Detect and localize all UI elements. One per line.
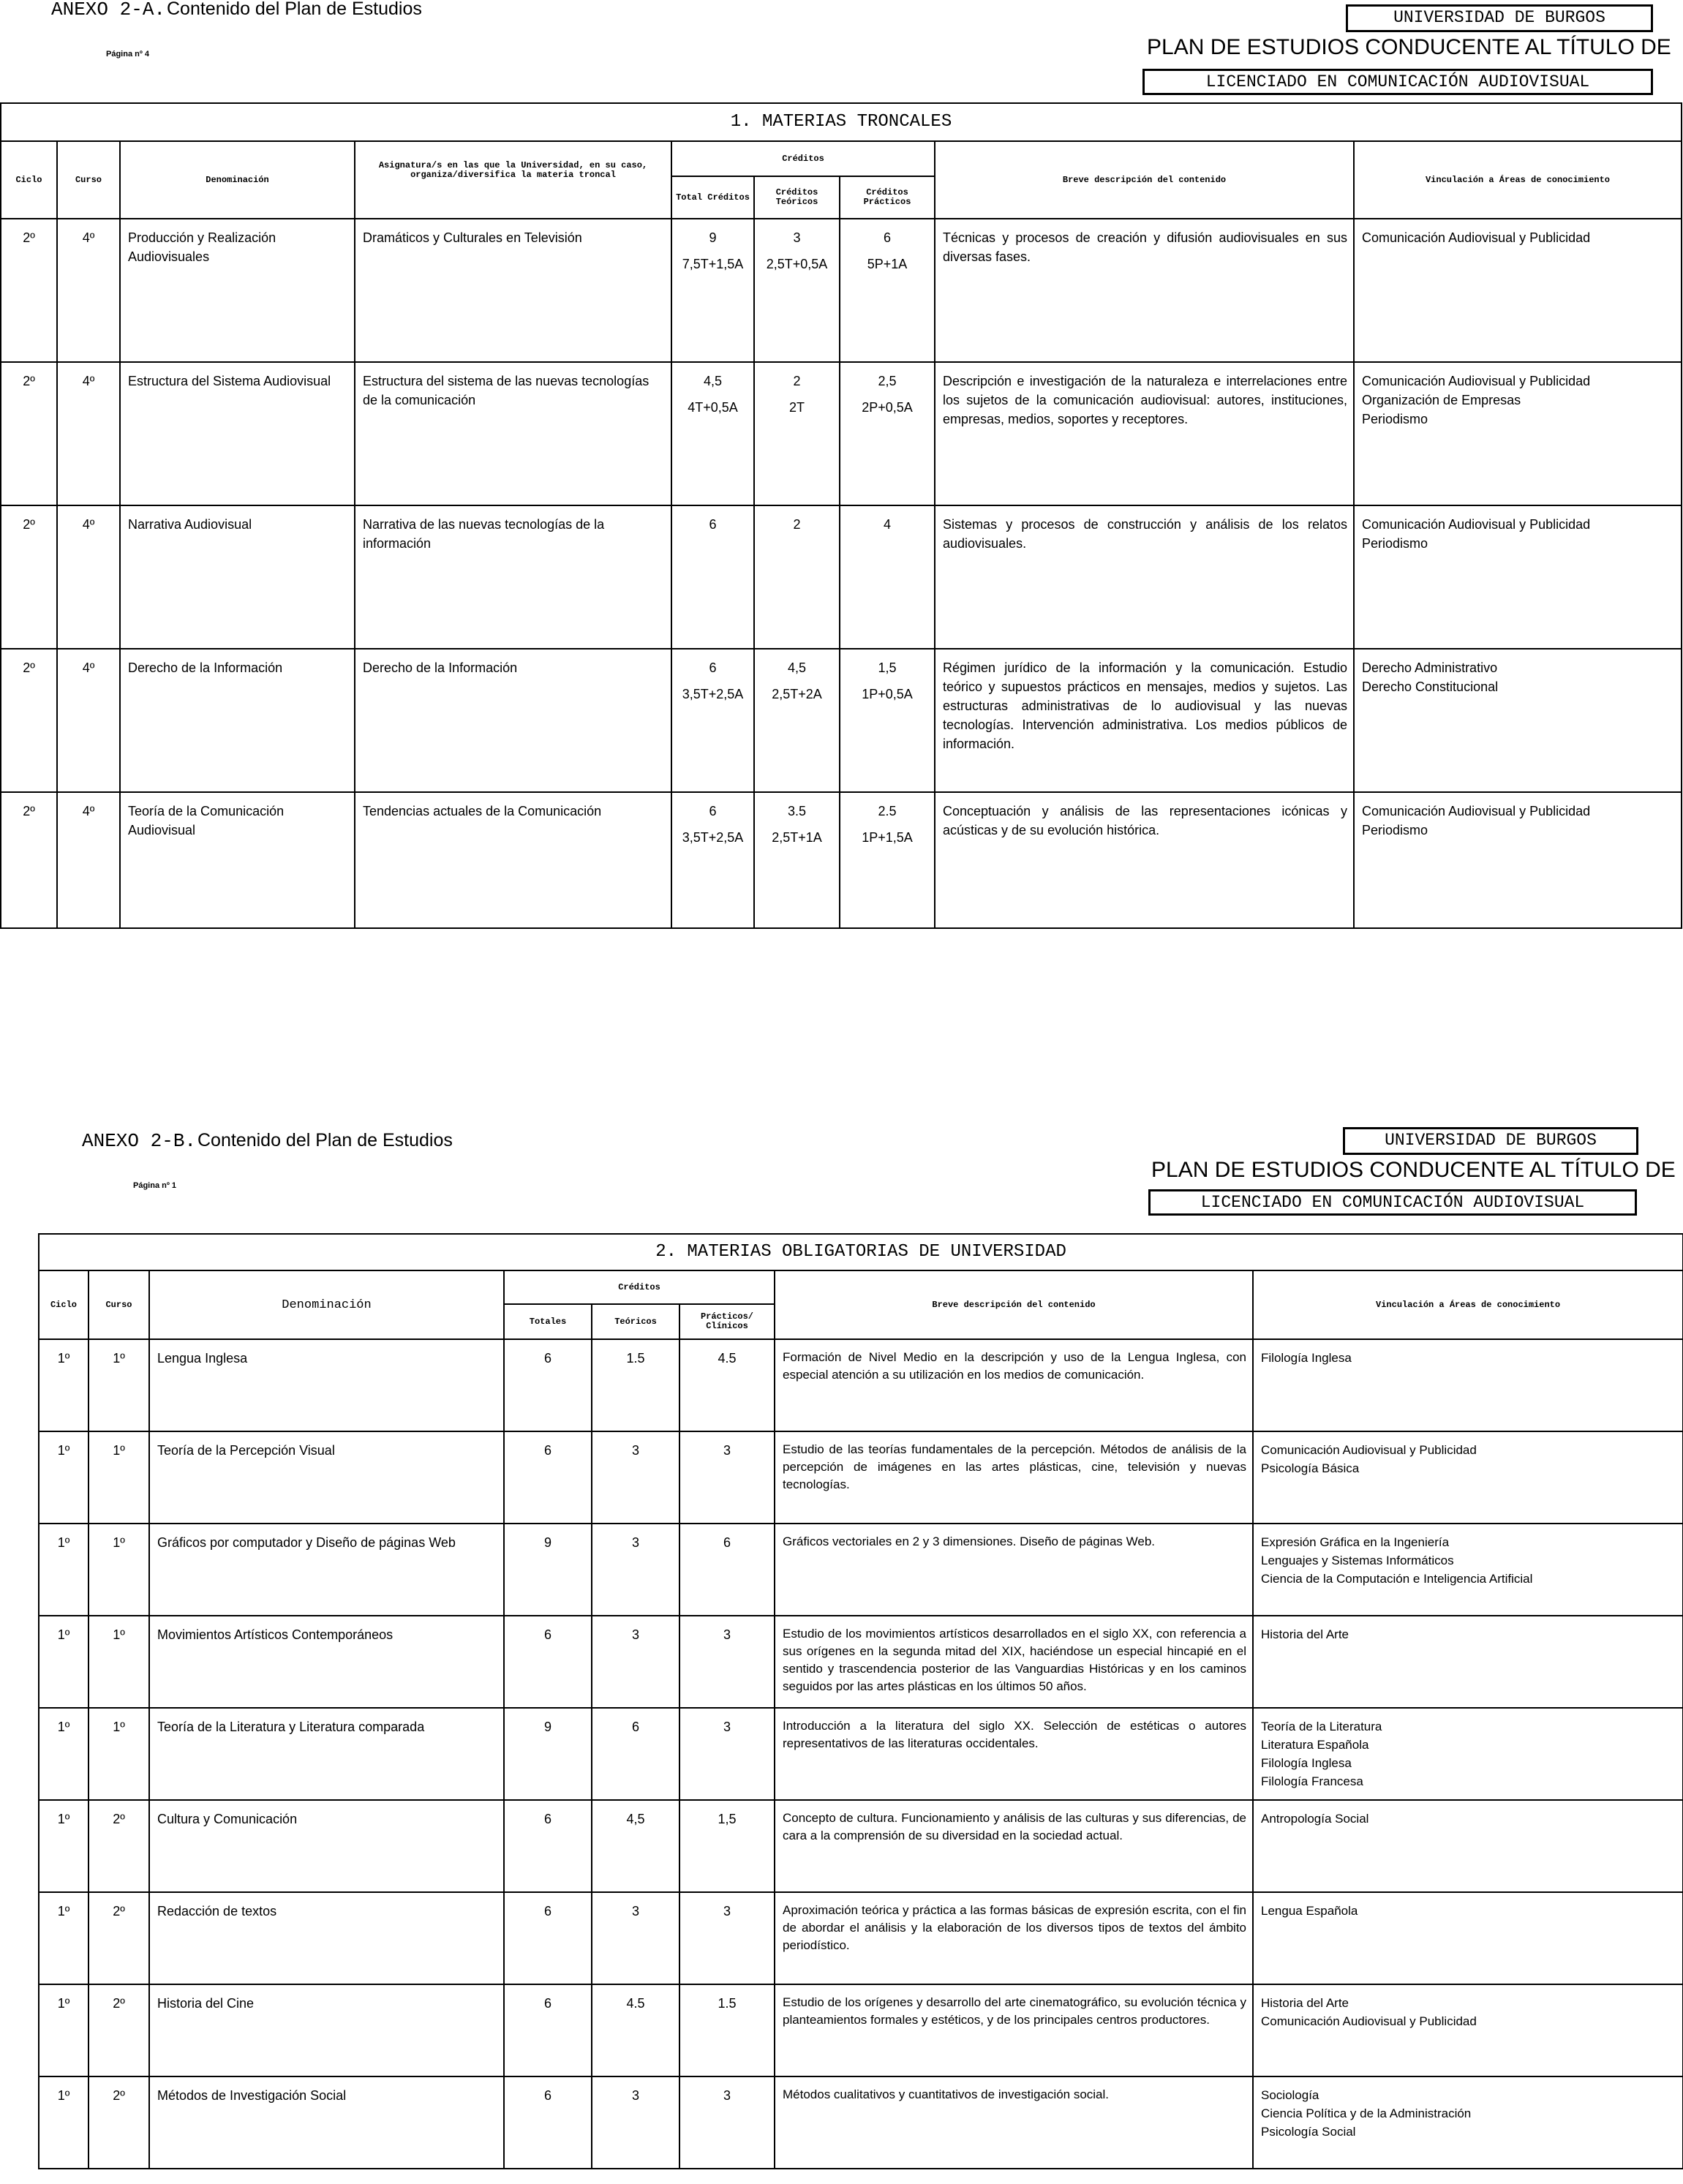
creditos-practicos-value: 2,5 [878,374,897,388]
table-row [39,1984,1683,2076]
curso-cell: 4º [57,649,120,792]
table-row [1,649,1682,792]
materias-troncales-table [0,102,1682,929]
total-creditos-value: 6 [709,517,717,532]
creditos-practicos-cell [840,792,935,928]
vinculacion-cell [1253,1708,1683,1800]
ciclo-cell: 1º [39,1339,89,1431]
curso-cell: 1º [89,1431,149,1524]
teoricos-cell: 6 [592,1708,679,1800]
ciclo-cell: 1º [39,1708,89,1800]
total-creditos-value: 4,5 [703,374,723,388]
area-item: Ciencia de la Computación e Inteligencia Artificial [1261,1572,1533,1586]
header-vinculacion: Vinculación a Áreas de conocimiento [1354,141,1682,219]
header-creditos: Créditos [671,141,935,176]
practicos-cell: 3 [679,2076,775,2169]
vinculacion-cell [1253,1800,1683,1892]
vinculacion-cell [1354,649,1682,792]
area-item: Sociología [1261,2088,1319,2102]
teoricos-cell: 4.5 [592,1984,679,2076]
descripcion-cell: Estudio de las teorías fundamentales de la percepción. Métodos de análisis de la percepción de imágenes en las artes plásticas, cine, televisión y nuevas tecnologías. [775,1431,1253,1524]
ciclo-cell: 1º [39,1892,89,1984]
asignatura-cell: Dramáticos y Culturales en Televisión [355,219,671,362]
anexo-title: Contenido del Plan de Estudios [197,1130,453,1151]
table-row [1,792,1682,928]
area-item: Derecho Administrativo [1362,660,1498,675]
table-row [39,1524,1683,1616]
teoricos-cell: 3 [592,1616,679,1708]
degree-title-box: LICENCIADO EN COMUNICACIÓN AUDIOVISUAL [1148,1189,1637,1216]
descripcion-cell: Métodos cualitativos y cuantitativos de investigación social. [775,2076,1253,2169]
header-curso: Curso [89,1270,149,1339]
creditos-teoricos-value: 4,5 [787,660,807,675]
table-row [39,1339,1683,1431]
vinculacion-cell [1253,1616,1683,1708]
creditos-teoricos-cell [754,362,840,505]
area-item: Periodismo [1362,823,1428,837]
teoricos-cell: 3 [592,1524,679,1616]
table-row [39,1616,1683,1708]
creditos-practicos-breakdown: 5P+1A [867,257,908,271]
header-total-creditos: Total Créditos [671,176,754,219]
creditos-teoricos-cell [754,505,840,649]
header-practicos-clinicos: Prácticos/ Clínicos [679,1304,775,1339]
curso-cell: 2º [89,1892,149,1984]
creditos-teoricos-breakdown: 2T [788,400,805,415]
header-descripcion: Breve descripción del contenido [935,141,1354,219]
table-row [1,505,1682,649]
curso-cell: 4º [57,219,120,362]
table-row [39,1708,1683,1800]
curso-cell: 4º [57,505,120,649]
header-curso: Curso [57,141,120,219]
curso-cell: 2º [89,1984,149,2076]
header-creditos-teoricos: Créditos Teóricos [754,176,840,219]
asignatura-cell: Narrativa de las nuevas tecnologías de la información [355,505,671,649]
teoricos-cell: 3 [592,1892,679,1984]
area-item: Comunicación Audiovisual y Publicidad [1362,230,1591,245]
denominacion-cell: Derecho de la Información [120,649,355,792]
totales-cell: 6 [504,2076,592,2169]
area-item: Organización de Empresas [1362,393,1521,407]
creditos-teoricos-cell [754,649,840,792]
totales-cell: 6 [504,1339,592,1431]
totales-cell: 6 [504,1984,592,2076]
practicos-cell: 3 [679,1616,775,1708]
header-totales: Totales [504,1304,592,1339]
vinculacion-cell [1253,2076,1683,2169]
section-title: 1. MATERIAS TRONCALES [1,103,1682,141]
descripcion-cell: Concepto de cultura. Funcionamiento y análisis de las culturas y sus diferencias, de cara a la comprensión de su diversidad en la sociedad actual. [775,1800,1253,1892]
plan-heading: PLAN DE ESTUDIOS CONDUCENTE AL TÍTULO DE [1147,35,1671,59]
vinculacion-cell [1253,1339,1683,1431]
page-number: Página nº 1 [133,1181,177,1190]
creditos-teoricos-cell [754,219,840,362]
totales-cell: 6 [504,1616,592,1708]
area-item: Lenguajes y Sistemas Informáticos [1261,1554,1454,1567]
creditos-teoricos-value: 2 [793,517,801,532]
area-item: Comunicación Audiovisual y Publicidad [1261,2014,1477,2028]
total-creditos-value: 9 [709,230,717,245]
total-creditos-cell [671,362,754,505]
page-number: Página nº 4 [106,50,150,59]
totales-cell: 6 [504,1892,592,1984]
ciclo-cell: 2º [1,219,57,362]
descripcion-cell: Régimen jurídico de la información y la comunicación. Estudio teórico y supuestos prácticos en mensajes, medios y sujetos. Las estructuras administrativas de lo audiovisual y las nuevas tecnologías. Intervención administrativa. Los medios públicos de información. [935,649,1354,792]
asignatura-cell: Tendencias actuales de la Comunicación [355,792,671,928]
area-item: Psicología Básica [1261,1461,1360,1475]
teoricos-cell: 3 [592,1431,679,1524]
area-item: Filología Francesa [1261,1774,1363,1788]
total-creditos-breakdown: 4T+0,5A [688,400,738,415]
total-creditos-value: 6 [709,804,717,818]
area-item: Historia del Arte [1261,1996,1349,2010]
denominacion-cell: Producción y Realización Audiovisuales [120,219,355,362]
header-creditos: Créditos [504,1270,775,1304]
area-item: Antropología Social [1261,1812,1369,1826]
denominacion-cell: Movimientos Artísticos Contemporáneos [149,1616,504,1708]
creditos-teoricos-value: 2 [793,374,801,388]
creditos-teoricos-value: 3 [793,230,801,245]
descripcion-cell: Sistemas y procesos de construcción y análisis de los relatos audiovisuales. [935,505,1354,649]
vinculacion-cell [1354,362,1682,505]
curso-cell: 4º [57,362,120,505]
vinculacion-cell [1253,1431,1683,1524]
header-vinculacion: Vinculación a Áreas de conocimiento [1253,1270,1683,1339]
practicos-cell: 6 [679,1524,775,1616]
practicos-cell: 1.5 [679,1984,775,2076]
total-creditos-cell [671,219,754,362]
curso-cell: 1º [89,1616,149,1708]
teoricos-cell: 1.5 [592,1339,679,1431]
vinculacion-cell [1253,1892,1683,1984]
creditos-practicos-cell [840,505,935,649]
descripcion-cell: Descripción e investigación de la naturaleza e interrelaciones entre los sujetos de la comunicación audiovisual: autores, instituciones, empresas, medios, soportes y receptores. [935,362,1354,505]
area-item: Derecho Constitucional [1362,679,1499,694]
creditos-teoricos-breakdown: 2,5T+0,5A [766,257,828,271]
descripcion-cell: Conceptuación y análisis de las representaciones icónicas y acústicas y de su evolución histórica. [935,792,1354,928]
total-creditos-breakdown: 7,5T+1,5A [682,257,744,271]
header-asignatura: Asignatura/s en las que la Universidad, en su caso, organiza/diversifica la materia troncal [355,141,671,219]
table-row [39,1892,1683,1984]
curso-cell: 1º [89,1708,149,1800]
table-row [1,219,1682,362]
vinculacion-cell [1354,505,1682,649]
creditos-practicos-value: 2.5 [878,804,897,818]
header-denominacion: Denominación [120,141,355,219]
denominacion-cell: Teoría de la Literatura y Literatura comparada [149,1708,504,1800]
denominacion-cell: Redacción de textos [149,1892,504,1984]
practicos-cell: 3 [679,1431,775,1524]
ciclo-cell: 1º [39,1984,89,2076]
denominacion-cell: Lengua Inglesa [149,1339,504,1431]
area-item: Comunicación Audiovisual y Publicidad [1362,804,1591,818]
area-item: Teoría de la Literatura [1261,1720,1382,1733]
descripcion-cell: Aproximación teórica y práctica a las formas básicas de expresión escrita, con el fin de abordar el análisis y la elaboración de los diversos tipos de textos del ámbito periodístico. [775,1892,1253,1984]
creditos-practicos-cell [840,649,935,792]
university-box: UNIVERSIDAD DE BURGOS [1346,4,1653,32]
area-item: Psicología Social [1261,2125,1356,2139]
denominacion-cell: Gráficos por computador y Diseño de páginas Web [149,1524,504,1616]
curso-cell: 4º [57,792,120,928]
ciclo-cell: 2º [1,362,57,505]
area-item: Filología Inglesa [1261,1351,1352,1365]
asignatura-cell: Derecho de la Información [355,649,671,792]
total-creditos-cell [671,792,754,928]
teoricos-cell: 3 [592,2076,679,2169]
table-row [39,2076,1683,2169]
vinculacion-cell [1253,1984,1683,2076]
creditos-practicos-value: 1,5 [878,660,897,675]
creditos-practicos-breakdown: 1P+1,5A [862,830,913,845]
descripcion-cell: Introducción a la literatura del siglo XX. Selección de estéticas o autores representativos de las literaturas occidentales. [775,1708,1253,1800]
header-teoricos: Teóricos [592,1304,679,1339]
header-ciclo: Ciclo [1,141,57,219]
table-row [39,1431,1683,1524]
denominacion-cell: Historia del Cine [149,1984,504,2076]
totales-cell: 9 [504,1524,592,1616]
area-item: Expresión Gráfica en la Ingeniería [1261,1535,1450,1549]
ciclo-cell: 1º [39,2076,89,2169]
creditos-practicos-value: 4 [883,517,891,532]
creditos-teoricos-breakdown: 2,5T+1A [772,830,822,845]
creditos-teoricos-breakdown: 2,5T+2A [772,687,822,701]
creditos-practicos-breakdown: 1P+0,5A [862,687,913,701]
anexo-label: ANEXO 2-B. [82,1130,197,1152]
area-item: Comunicación Audiovisual y Publicidad [1261,1443,1477,1457]
area-item: Ciencia Política y de la Administración [1261,2106,1472,2120]
header-denominacion: Denominación [149,1270,504,1339]
header-ciclo: Ciclo [39,1270,89,1339]
teoricos-cell: 4,5 [592,1800,679,1892]
curso-cell: 2º [89,1800,149,1892]
ciclo-cell: 2º [1,649,57,792]
descripcion-cell: Estudio de los orígenes y desarrollo del arte cinematográfico, su evolución técnica y planteamientos formales y estéticos, y de los principales centros productores. [775,1984,1253,2076]
area-item: Lengua Española [1261,1904,1358,1918]
plan-heading: PLAN DE ESTUDIOS CONDUCENTE AL TÍTULO DE [1151,1158,1676,1182]
practicos-cell: 1,5 [679,1800,775,1892]
materias-obligatorias-table [38,1233,1683,2169]
area-item: Periodismo [1362,412,1428,426]
ciclo-cell: 1º [39,1524,89,1616]
area-item: Periodismo [1362,536,1428,551]
practicos-cell: 3 [679,1892,775,1984]
denominacion-cell: Teoría de la Percepción Visual [149,1431,504,1524]
area-item: Historia del Arte [1261,1627,1349,1641]
totales-cell: 9 [504,1708,592,1800]
vinculacion-cell [1354,792,1682,928]
descripcion-cell: Estudio de los movimientos artísticos desarrollados en el siglo XX, con referencia a sus orígenes en la segunda mitad del XIX, haciéndose un especial hincapié en el sentido y trascendencia posterior de las Vanguardias Históricas y en los caminos seguidos por las artes plásticas en los últimos 50 años. [775,1616,1253,1708]
header-creditos-practicos: Créditos Prácticos [840,176,935,219]
university-box: UNIVERSIDAD DE BURGOS [1343,1127,1638,1155]
totales-cell: 6 [504,1431,592,1524]
section-title: 2. MATERIAS OBLIGATORIAS DE UNIVERSIDAD [39,1234,1683,1270]
descripcion-cell: Formación de Nivel Medio en la descripción y uso de la Lengua Inglesa, con especial atención a su utilización en los medios de comunicación. [775,1339,1253,1431]
degree-title-box: LICENCIADO EN COMUNICACIÓN AUDIOVISUAL [1142,69,1653,95]
creditos-practicos-cell [840,362,935,505]
denominacion-cell: Estructura del Sistema Audiovisual [120,362,355,505]
creditos-practicos-cell [840,219,935,362]
header-descripcion: Breve descripción del contenido [775,1270,1253,1339]
anexo-label: ANEXO 2-A. [51,0,166,20]
area-item: Literatura Española [1261,1738,1369,1752]
table-row [39,1800,1683,1892]
creditos-teoricos-value: 3.5 [787,804,807,818]
totales-cell: 6 [504,1800,592,1892]
ciclo-cell: 1º [39,1431,89,1524]
table-row [1,362,1682,505]
denominacion-cell: Métodos de Investigación Social [149,2076,504,2169]
denominacion-cell: Teoría de la Comunicación Audiovisual [120,792,355,928]
area-item: Comunicación Audiovisual y Publicidad [1362,517,1591,532]
curso-cell: 1º [89,1524,149,1616]
practicos-cell: 3 [679,1708,775,1800]
denominacion-cell: Narrativa Audiovisual [120,505,355,649]
vinculacion-cell [1354,219,1682,362]
total-creditos-breakdown: 3,5T+2,5A [682,830,744,845]
area-item: Filología Inglesa [1261,1756,1352,1770]
total-creditos-value: 6 [709,660,717,675]
practicos-cell: 4.5 [679,1339,775,1431]
creditos-teoricos-cell [754,792,840,928]
ciclo-cell: 2º [1,792,57,928]
total-creditos-cell [671,505,754,649]
area-item: Comunicación Audiovisual y Publicidad [1362,374,1591,388]
asignatura-cell: Estructura del sistema de las nuevas tecnologías de la comunicación [355,362,671,505]
denominacion-cell: Cultura y Comunicación [149,1800,504,1892]
ciclo-cell: 1º [39,1800,89,1892]
vinculacion-cell [1253,1524,1683,1616]
creditos-practicos-value: 6 [883,230,891,245]
ciclo-cell: 2º [1,505,57,649]
descripcion-cell: Gráficos vectoriales en 2 y 3 dimensiones. Diseño de páginas Web. [775,1524,1253,1616]
curso-cell: 1º [89,1339,149,1431]
total-creditos-cell [671,649,754,792]
anexo-title: Contenido del Plan de Estudios [167,0,422,19]
total-creditos-breakdown: 3,5T+2,5A [682,687,744,701]
curso-cell: 2º [89,2076,149,2169]
ciclo-cell: 1º [39,1616,89,1708]
descripcion-cell: Técnicas y procesos de creación y difusión audiovisuales en sus diversas fases. [935,219,1354,362]
creditos-practicos-breakdown: 2P+0,5A [862,400,913,415]
